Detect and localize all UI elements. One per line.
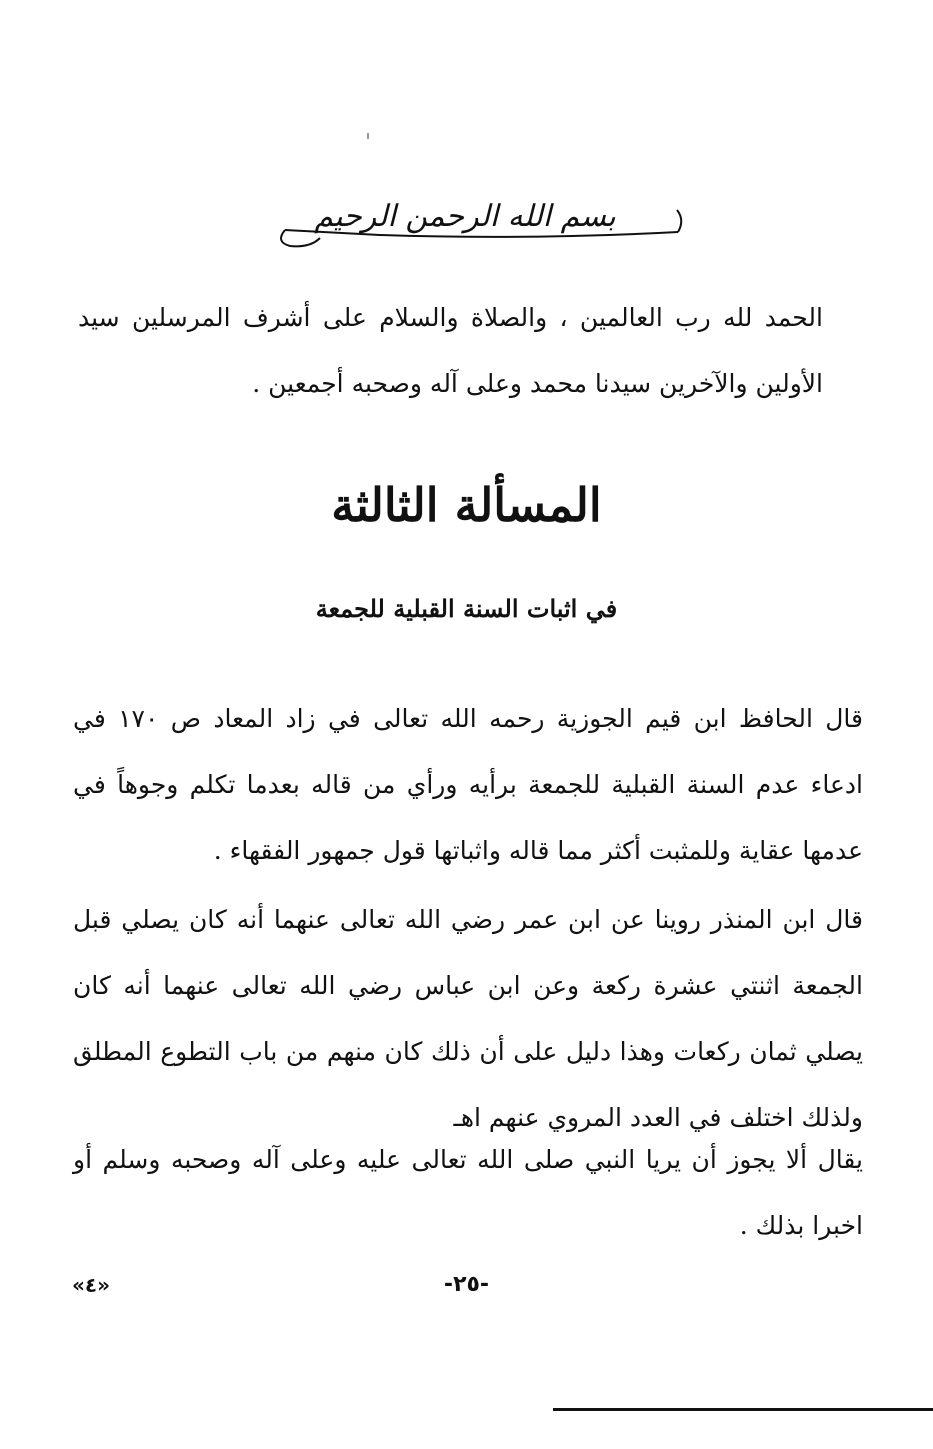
basmala-text: بسم الله الرحمن الرحيم — [314, 199, 616, 234]
chapter-title: المسألة الثالثة — [331, 478, 602, 532]
chapter-subtitle: في اثبات السنة القبلية للجمعة — [315, 594, 618, 623]
intro-paragraph: الحمد لله رب العالمين ، والصلاة والسلام على أشرف المرسلين سيد الأولين والآخرين سيدنا محمد وعلى آله وصحبه أجمعين . — [78, 303, 823, 398]
scan-speck — [367, 133, 369, 139]
body-paragraph-2: قال ابن المنذر روينا عن ابن عمر رضي الله تعالى عنهما أنه كان يصلي قبل الجمعة اثنتي عشرة ركعة وعن ابن عباس رضي الله تعالى عنهما أنه كان يصلي ثمان ركعات وهذا دليل على أن ذلك كان منهم من باب التطوع المطلق ولذلك اختلف في العدد المروي عنهم اهـ — [73, 905, 863, 1132]
body-paragraph-1: قال الحافظ ابن قيم الجوزية رحمه الله تعالى في زاد المعاد ص ١٧٠ في ادعاء عدم السنة القبلية للجمعة برأيه ورأي من قاله بعدما تكلم وجوهاً في عدمها عقاية وللمثبت أكثر مما قاله واثباتها قول جمهور الفقهاء . — [73, 704, 863, 865]
signature-mark: «٤» — [72, 1273, 111, 1297]
page-number: -٢٥- — [443, 1272, 490, 1297]
body-paragraph-3: يقال ألا يجوز أن يريا النبي صلى الله تعالى عليه وعلى آله وصحبه وسلم أو اخبرا بذلك . — [73, 1145, 863, 1240]
bottom-rule — [553, 1408, 933, 1411]
basmala-calligraphy — [230, 180, 700, 260]
